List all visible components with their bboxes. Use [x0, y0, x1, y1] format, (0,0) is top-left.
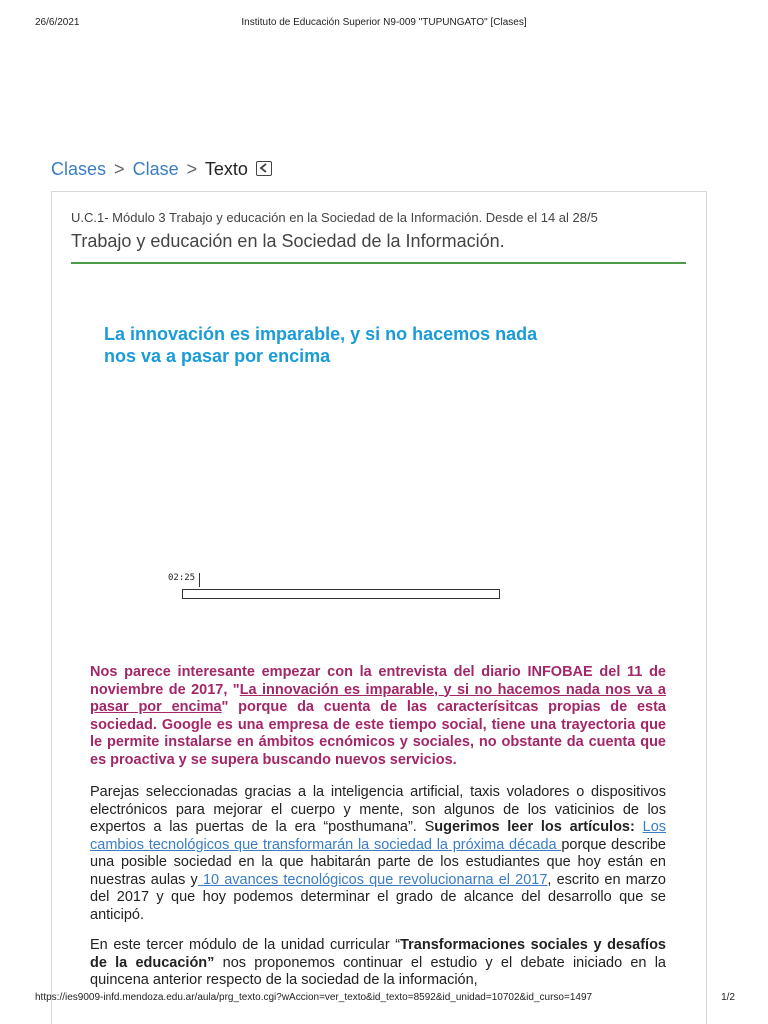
avances-tecnologicos-link[interactable]: 10 avances tecnológicos que revolucionarna el 2017 [197, 871, 548, 888]
paragraph-text: porque describe una posible sociedad en la que habitarán parte de los estudiantes que hoy están en nuestras aulas y [90, 836, 666, 888]
infobae-article-link[interactable]: La innovación es imparable, y si no hacemos nada nos va a pasar por encima [90, 681, 666, 715]
article-headline [104, 323, 537, 367]
print-url: https://ies9009-infd.mendoza.edu.ar/aula/prg_texto.cgi?wAccion=ver_texto&id_texto=8592&id_unidad=10702&id_curso=1497 [35, 992, 593, 1003]
breadcrumb [51, 159, 272, 180]
text-card [51, 191, 707, 1024]
print-page-number: 1/2 [721, 992, 735, 1003]
print-page-title: Instituto de Educación Superior N9-009 "TUPUNGATO" [Clases] [241, 17, 527, 28]
cambios-tecnologicos-link[interactable]: Los cambios tecnológicos que transformarán la sociedad la próxima década [90, 819, 667, 853]
paragraph-bold: ugerimos leer los artículos: [434, 819, 635, 835]
paragraph-text: Parejas seleccionadas gracias a la inteligencia artificial, taxis voladores o dispositivos electrónicos para mejorar el cuerpo y mente, son algunos de los vaticinios de los expertos a las puertas de la era “posthumana”. S [90, 784, 666, 835]
paragraph-articles [90, 784, 666, 924]
headline-line-2: nos va a pasar por encima [104, 346, 331, 366]
breadcrumb-clases-link[interactable]: Clases [51, 159, 107, 179]
paragraph-text: , escrito en marzo del 2017 y que hoy podemos determinar el grado de alcance del desarrollo que se anticipó. [90, 871, 666, 923]
print-date: 26/6/2021 [35, 17, 80, 28]
breadcrumb-separator: > [114, 159, 125, 179]
intro-text-2: " porque da cuenta de las caracterísitcas propias de esta sociedad. Google es una empresa de este tiempo social, tiene una trayectoria que le permite instalarse en ámbitos ecnómicos y sociales, no obstante da cuenta que es proactiva y se supera buscando nuevos servicios. [90, 699, 666, 768]
headline-line-1: La innovación es imparable, y si no hacemos nada [104, 324, 538, 344]
breadcrumb-clase-link[interactable]: Clase [132, 159, 179, 179]
paragraph-text: nos proponemos continuar el estudio y el debate iniciado en la quincena anterior respecto de la sociedad de la información, [90, 954, 666, 988]
text-title: Trabajo y educación en la Sociedad de la Información. [71, 231, 505, 251]
unit-subtitle: U.C.1- Módulo 3 Trabajo y educación en la Sociedad de la Información. Desde el 14 al 28/5 [71, 210, 598, 225]
intro-paragraph [90, 664, 666, 769]
paragraph-module [90, 937, 666, 990]
back-arrow-icon[interactable] [256, 161, 272, 176]
paragraph-space [635, 819, 643, 835]
intro-text-1: Nos parece interesante empezar con la entrevista del diario INFOBAE del 11 de noviembre de 2017, " [90, 664, 666, 698]
breadcrumb-separator: > [186, 159, 198, 179]
breadcrumb-current: Texto [204, 159, 248, 179]
paragraph-bold: Transformaciones sociales y desafíos de la educación” [90, 937, 666, 971]
title-divider [71, 262, 686, 264]
video-time: 02:25 [168, 573, 200, 587]
video-progress-bar[interactable] [182, 589, 500, 599]
paragraph-text: En este tercer módulo de la unidad curricular “ [90, 937, 401, 953]
